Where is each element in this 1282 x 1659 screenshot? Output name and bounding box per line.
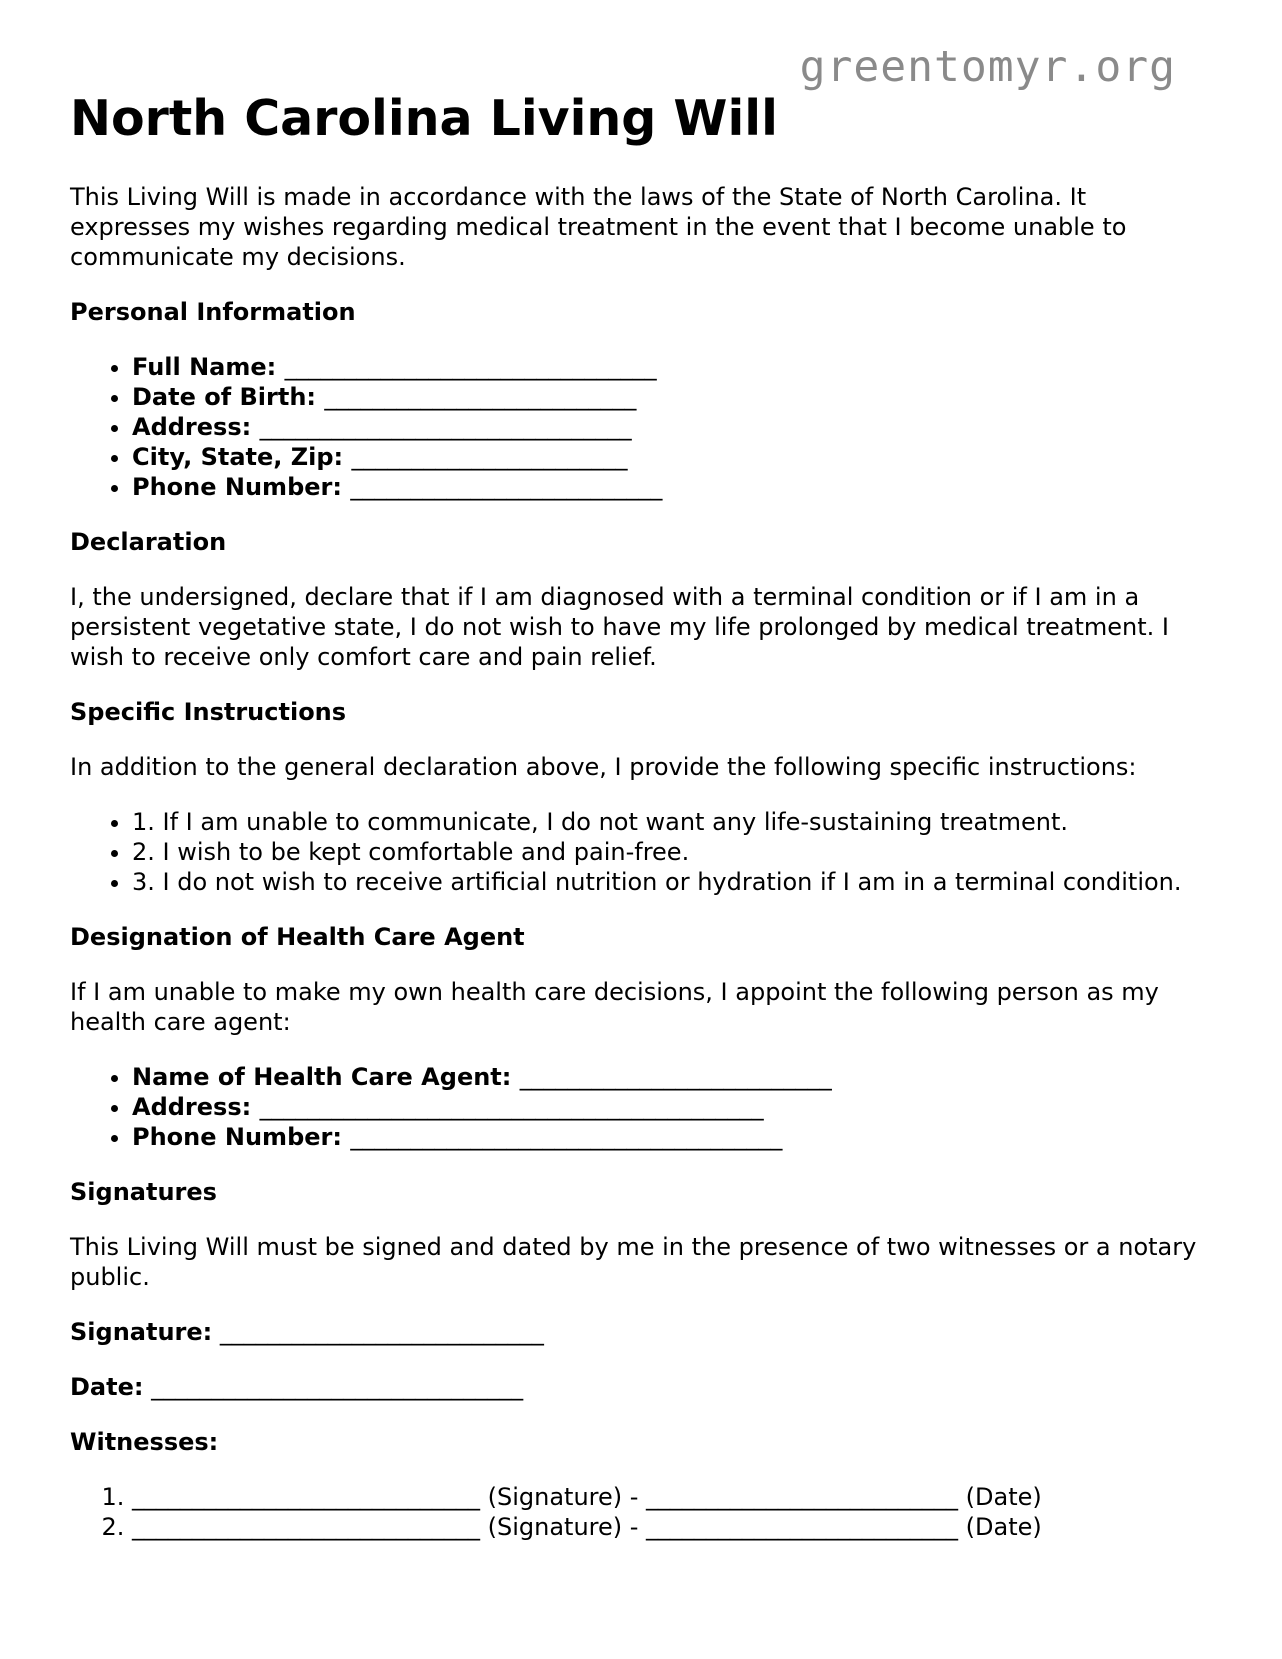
agent-address-field: [132, 1092, 1210, 1122]
personal-info-heading: Personal Information: [70, 298, 356, 326]
full-name-blank[interactable]: _______________________________: [284, 353, 657, 381]
date-of-birth-field: [132, 382, 1210, 412]
instruction-item: • 3. I do not wish to receive artificial nutrition or hydration if I am in a terminal condition.: [132, 867, 1210, 897]
agent-list: [70, 1062, 1210, 1152]
full-name-field: [132, 352, 1210, 382]
instruction-item: • 2. I wish to be kept comfortable and pain-free.: [132, 837, 1210, 867]
agent-name-field: [132, 1062, 1210, 1092]
field-label: Full Name:: [132, 353, 277, 381]
agent-address-blank[interactable]: __________________________________________: [259, 1093, 764, 1121]
field-label: Phone Number:: [132, 1123, 342, 1151]
intro-paragraph: This Living Will is made in accordance with the laws of the State of North Carolina. It expresses my wishes regarding medical treatment in the event that I become unable to communicate my decisions.: [70, 183, 1127, 271]
signature-line: [70, 1317, 1210, 1347]
phone-number-field: [132, 472, 1210, 502]
page-title: North Carolina Living Will: [70, 90, 778, 147]
date-label: Date:: [70, 1373, 144, 1401]
witness-line[interactable]: 2. _____________________________ (Signature) - __________________________ (Date): [132, 1512, 1210, 1542]
witnesses-label: Witnesses:: [70, 1428, 219, 1456]
agent-heading: Designation of Health Care Agent: [70, 923, 525, 951]
agent-name-blank[interactable]: __________________________: [519, 1063, 832, 1091]
instruction-item: • 1. If I am unable to communicate, I do not want any life-sustaining treatment.: [132, 807, 1210, 837]
declaration-text: I, the undersigned, declare that if I am diagnosed with a terminal condition or if I am in a persistent vegetative state, I do not wish to have my life prolonged by medical treatment. I wish to receive only comfort care and pain relief.: [70, 583, 1169, 671]
city-state-zip-blank[interactable]: _______________________: [351, 443, 628, 471]
witnesses-line: [70, 1427, 1210, 1457]
document-page: [70, 86, 1210, 1542]
agent-phone-blank[interactable]: ____________________________________: [350, 1123, 783, 1151]
date-blank[interactable]: _______________________________: [151, 1373, 524, 1401]
signature-label: Signature:: [70, 1318, 213, 1346]
personal-info-list: [70, 352, 1210, 502]
address-field: [132, 412, 1210, 442]
field-label: Address:: [132, 1093, 252, 1121]
field-label: Address:: [132, 413, 252, 441]
signatures-text: This Living Will must be signed and dated by me in the presence of two witnesses or a notary public.: [70, 1233, 1197, 1291]
witnesses-list: [70, 1482, 1210, 1542]
specific-instructions-list: [70, 807, 1210, 897]
specific-instructions-heading: Specific Instructions: [70, 698, 347, 726]
agent-phone-field: [132, 1122, 1210, 1152]
date-of-birth-blank[interactable]: __________________________: [324, 383, 637, 411]
declaration-heading: Declaration: [70, 528, 227, 556]
field-label: Name of Health Care Agent:: [132, 1063, 512, 1091]
field-label: City, State, Zip:: [132, 443, 344, 471]
city-state-zip-field: [132, 442, 1210, 472]
specific-instructions-intro: In addition to the general declaration above, I provide the following specific instructions:: [70, 753, 1137, 781]
signature-blank[interactable]: ___________________________: [219, 1318, 544, 1346]
date-line: [70, 1372, 1210, 1402]
watermark: greentomyr.org: [799, 42, 1176, 92]
field-label: Date of Birth:: [132, 383, 317, 411]
field-label: Phone Number:: [132, 473, 342, 501]
address-blank[interactable]: _______________________________: [259, 413, 632, 441]
signatures-heading: Signatures: [70, 1178, 217, 1206]
witness-line[interactable]: 1. _____________________________ (Signature) - __________________________ (Date): [132, 1482, 1210, 1512]
agent-intro: If I am unable to make my own health care decisions, I appoint the following person as my health care agent:: [70, 978, 1159, 1036]
phone-number-blank[interactable]: __________________________: [350, 473, 663, 501]
